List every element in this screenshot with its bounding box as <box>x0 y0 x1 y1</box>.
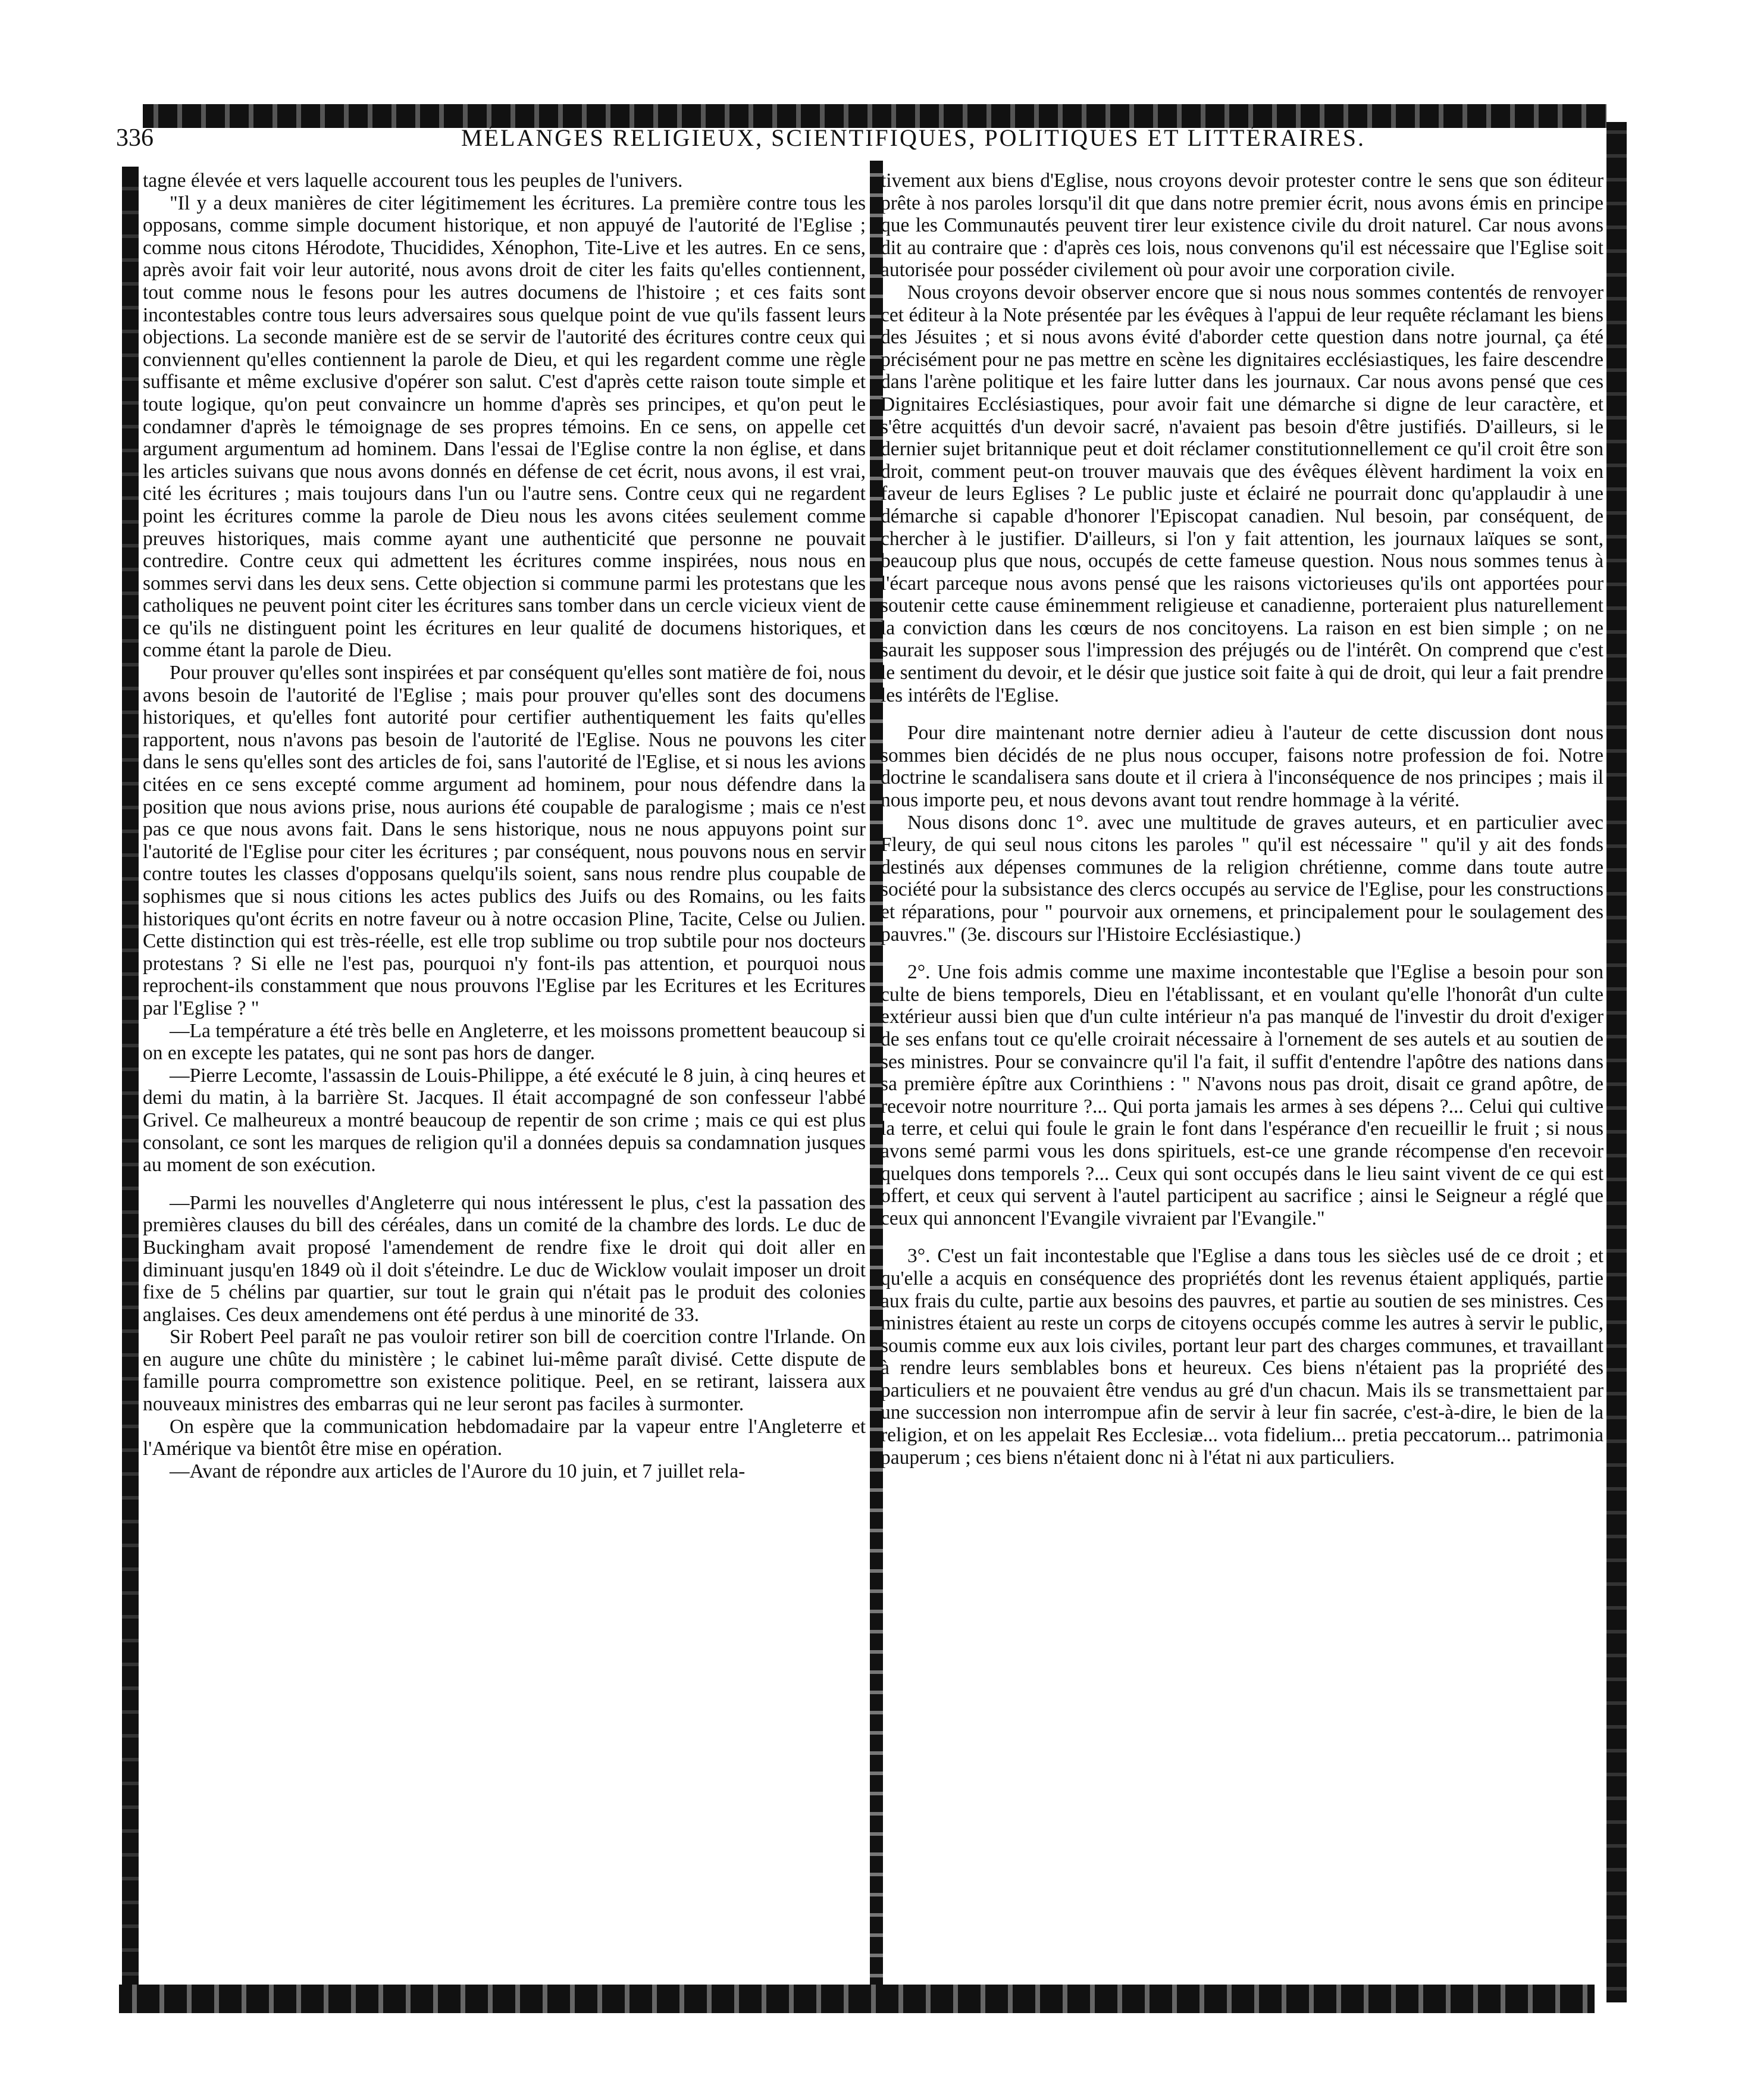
news-item: Sir Robert Peel paraît ne pas vouloir retirer son bill de coercition contre l'Irlande. On en augure une chûte du ministère ; le cabinet lui-même paraît divisé. Cette dispute de famille pourra compromettre son existence politique. Peel, en se retirant, laissera aux nouveaux ministres des embarras qui ne leur seront pas faciles à surmonter. <box>143 1326 866 1416</box>
paragraph: Nous croyons devoir observer encore que si nous nous sommes contentés de renvoyer cet éditeur à la Note présentée par les évêques à l'appui de leur requête réclamant les biens des Jésuites ; et si nous avons évité d'aborder cette question dans notre journal, ça été précisément pour ne pas mettre en scène les dignitaires ecclésiastiques, les faire descendre dans l'arène politique et les faire lutter dans les journaux. Car nous avons pensé que ces Dignitaires Ecclésiastiques, pour avoir fait une démarche si digne de leur caractère, et s'être acquittés d'un devoir sacré, n'avaient pas besoin d'être justifiés. D'ailleurs, si le dernier sujet britannique peut et doit réclamer constitutionnellement ce qu'il croit être son droit, comment peut-on trouver mauvais que des évêques élèvent hardiment la voix en faveur de leurs Eglises ? Le public juste et éclairé ne pourrait donc qu'applaudir à une démarche si capable d'honorer l'Episcopat canadien. Nul besoin, par conséquent, de chercher à le justifier. D'ailleurs, si l'on y fait attention, les journaux laïques se sont, beaucoup plus que nous, occupés de cette fameuse question. Nous nous sommes tenus à l'écart parceque nous avons pensé que les raisons victorieuses qu'ils ont apportées pour soutenir cette cause éminemment religieuse et canadienne, porteraient plus naturellement la conviction dans les cœurs de nos concitoyens. La raison en est bien simple ; on ne saurait les supposer sous l'impression des préjugés ou de l'intérêt. On comprend que c'est le sentiment du devoir, et le désir que justice soit faite à qui de droit, qui leur a fait prendre les intérêts de l'Eglise. <box>881 281 1603 706</box>
news-item: —Avant de répondre aux articles de l'Aurore du 10 juin, et 7 juillet rela- <box>170 1460 746 1482</box>
paragraph: Nous disons donc 1°. avec une multitude de graves auteurs, et en particulier avec Fleury, de qui seul nous citons les paroles " qu'il est nécessaire " qu'il y ait des fonds destinés aux dépenses communes de la religion chrétienne, comme dans toute autre société pour la subsistance des clercs occupés au service de l'Eglise, pour les constructions et réparations, pour " pourvoir aux ornemens, et principalement pour le soulagement des pauvres." (3e. discours sur l'Histoire Ecclésiastique.) <box>881 811 1603 946</box>
paragraph: tivement aux biens d'Eglise, nous croyons devoir protester contre le sens que son éditeur prête à nos paroles lorsqu'il dit que dans notre premier écrit, nous avons émis en principe que les Communautés peuvent tirer leur existence civile du droit naturel. Car nous avons dit au contraire que : d'après ces lois, nous convenons qu'il est nécessaire que l'Eglise soit autorisée pour posséder civilement où pour avoir une corporation civile. <box>881 170 1603 281</box>
news-item: —La température a été très belle en Angleterre, et les moissons promettent beaucoup si on en excepte les patates, qui ne sont pas hors de danger. <box>143 1019 866 1065</box>
paragraph: Pour dire maintenant notre dernier adieu à l'auteur de cette discussion dont nous sommes bien décidés de ne plus nous occuper, faisons notre profession de foi. Notre doctrine le scandalisera sans doute et il criera à l'inconséquence de nos principes ; mais il nous importe peu, et nous devons avant tout rendre hommage à la vérité. <box>881 722 1603 812</box>
news-item: —Pierre Lecomte, l'assassin de Louis-Philippe, a été exécuté le 8 juin, à cinq heures et demi du matin, à la barrière St. Jacques. Il était accompagné de son confesseur l'abbé Grivel. Ce malheureux a montré beaucoup de repentir de son crime ; mais ce qui est plus consolant, ce sont les marques de religion qu'il a données depuis sa condamnation jusques au moment de son exécution. <box>143 1064 866 1176</box>
paragraph: tagne élevée et vers laquelle accourent tous les peuples de l'univers. <box>143 170 683 192</box>
paragraph: "Il y a deux manières de citer légitimement les écritures. La première contre tous les opposans, comme simple document historique, et non appuyé de l'autorité de l'Eglise ; comme nous citons Hérodote, Thucidides, Xénophon, Tite-Live et les autres. En ce sens, après avoir fait voir leur autorité, nous avons droit de citer les faits qu'elles contiennent, tout comme nous le fesons pour les autres documens de l'histoire ; et ces faits sont incontestables contre tous leurs adversaires sous quelque point de vue qu'ils fassent leurs objections. La seconde manière est de se servir de l'autorité des écritures contre ceux qui conviennent qu'elles contiennent la parole de Dieu, et qui les regardent comme une règle suffisante et même exclusive d'opérer son salut. C'est d'après cette raison toute simple et toute logique, qu'on peut convaincre un homme d'après ses principes, et qu'on peut le condamner d'après le témoignage de ses propres témoins. En ce sens, on appelle cet argument argumentum ad hominem. Dans l'essai de l'Eglise contre la non église, et dans les articles suivans que nous avons donnés en défense de cet écrit, nous avons, il est vrai, cité les écritures ; mais toujours dans l'un ou l'autre sens. Contre ceux qui ne regardent point les écritures comme la parole de Dieu nous les avons citées seulement comme preuves historiques, mais comme ayant une authenticité que personne ne pouvait contredire. Contre ceux qui admettent les écritures comme inspirées, nous nous en sommes servi dans les deux sens. Cette objection si commune parmi les protestans que les catholiques ne peuvent point citer les écritures sans tomber dans un cercle vicieux vient de ce qu'ils ne distinguent point les écritures en leur qualité de documens historiques, et comme étant la parole de Dieu. <box>143 192 866 662</box>
paragraph: 3°. C'est un fait incontestable que l'Eglise a dans tous les siècles usé de ce droit ; et qu'elle a acquis en conséquence des propriétés dont les revenus étaient appliqués, partie aux frais du culte, partie aux besoins des pauvres, et partie au soutien de ses ministres. Ces ministres étaient au reste un corps de citoyens occupés comme les autres à servir le public, soumis comme eux aux lois civiles, portant leur part des charges communes, et travaillant à rendre leurs semblables bons et heureux. Ces biens n'étaient pas la propriété des particuliers et ne pouvaient être vendus au gré d'un chacun. Mais ils se transmettaient par une succession non interrompue afin de servir à leur fin sacrée, c'est-à-dire, le bien de la religion, et on les appelait Res Ecclesiæ... vota fidelium... pretia peccatorum... patrimonia pauperum ; ces biens n'étaient donc ni à l'état ni aux particuliers. <box>881 1245 1603 1469</box>
running-title: MÉLANGES RELIGIEUX, SCIENTIFIQUES, POLITIQUES ET LITTÉRAIRES. <box>461 124 1365 151</box>
left-ornamental-border <box>122 167 139 1988</box>
bottom-ornamental-rule <box>119 1985 1595 2013</box>
left-text-column <box>143 170 866 1985</box>
right-text-column <box>881 170 1603 1985</box>
page-number: 336 <box>116 124 154 152</box>
paragraph: 2°. Une fois admis comme une maxime incontestable que l'Eglise a besoin pour son culte de biens temporels, Dieu en l'établissant, et en voulant qu'elle l'honorât d'un culte extérieur aussi bien que d'un culte intérieur n'a pas manqué de l'investir du droit d'exiger de ses enfans tout ce qu'elle croirait nécessaire à l'ornement de ses autels et au soutien de ses ministres. Pour se convaincre qu'il l'a fait, il suffit d'entendre l'apôtre des nations dans sa première épître aux Corinthiens : " N'avons nous pas droit, disait ce grand apôtre, de recevoir notre nourriture ?... Qui porta jamais les armes à ses dépens ?... Celui qui cultive la terre, et celui qui foule le grain le font dans l'espérance d'en recueillir le fruit ; si nous avons semé parmi vous les dons spirituels, est-ce une grande récompense d'en recevoir quelques dons temporels ?... Ceux qui sont occupés dans le lieu saint vivent de ce qui est offert, et ceux qui servent à l'autel participent au sacrifice ; ainsi le Seigneur a réglé que ceux qui annoncent l'Evangile vivraient par l'Evangile." <box>881 961 1603 1229</box>
news-item: On espère que la communication hebdomadaire par la vapeur entre l'Angleterre et l'Amérique va bientôt être mise en opération. <box>143 1415 866 1460</box>
paragraph: Pour prouver qu'elles sont inspirées et par conséquent qu'elles sont matière de foi, nous avons besoin de l'autorité de l'Eglise ; mais pour prouver qu'elles sont des documens historiques, et qu'elles font autorité pour certifier authentiquement les faits qu'elles rapportent, nous n'avons pas besoin de l'autorité de l'Eglise. Nous ne pouvons les citer dans le sens qu'elles sont des articles de foi, sans l'autorité de l'Eglise, et si nous les avions citées en ce sens excepté comme argument ad hominem, pour nous défendre dans la position que nous avions prise, nous aurions été coupable de paralogisme ; mais ce n'est pas ce que nous avons fait. Dans le sens historique, nous ne nous appuyons point sur l'autorité de l'Eglise pour citer les écritures ; par conséquent, nous pouvons nous en servir contre toutes les classes d'opposans quelqu'ils soient, sans nous rendre plus coupable de sophismes que si nous citions les actes publics des Juifs ou des Romains, ou les faits historiques qu'ont écrits en notre faveur ou à notre occasion Pline, Tacite, Celse ou Julien. Cette distinction qui est très-réelle, est elle trop sublime ou trop subtile pour nos docteurs protestans ? Si elle ne l'est pas, pourquoi n'y font-ils pas attention, et pourquoi nous reprochent-ils constamment que nous prouvons l'Eglise par les Ecritures et les Ecritures par l'Eglise ? " <box>143 662 866 1019</box>
right-ornamental-border <box>1606 122 1627 2002</box>
news-item: —Parmi les nouvelles d'Angleterre qui nous intéressent le plus, c'est la passation des premières clauses du bill des céréales, dans un comité de la chambre des lords. Le duc de Buckingham avait proposé l'amendement de rendre fixe le droit qui doit aller en diminuant jusqu'en 1849 où il doit s'éteindre. Le duc de Wicklow voulait imposer un droit fixe de 5 chélins par quartier, sur tout le grain qui n'était pas le produit des colonies anglaises. Ces deux amendemens ont été perdus à une minorité de 33. <box>143 1191 866 1326</box>
